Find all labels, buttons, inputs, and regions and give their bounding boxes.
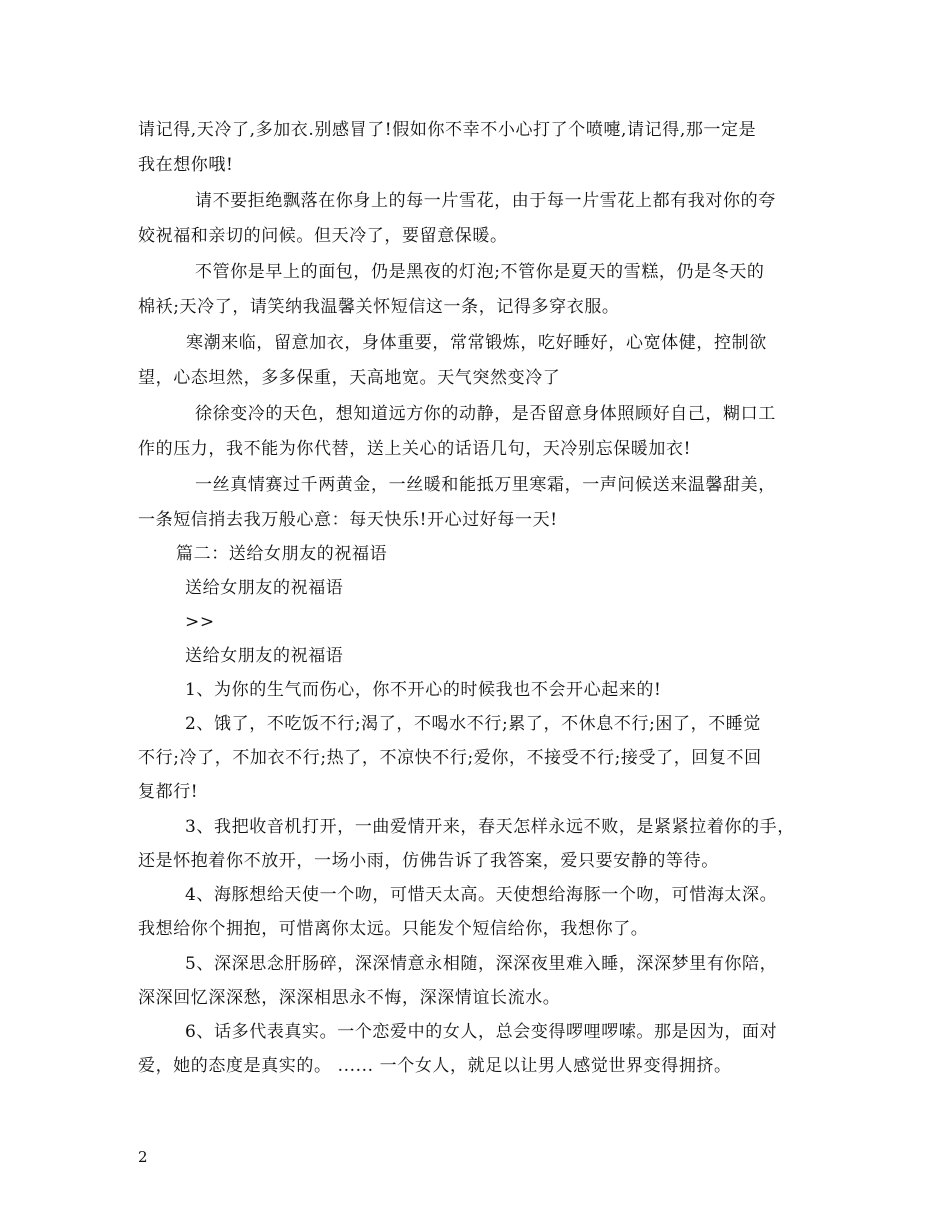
text-line: 请记得,天冷了,多加衣.别感冒了!假如你不幸不小心打了个喷嚏,请记得,那一定是 (138, 120, 757, 140)
text-line: 6、话多代表真实。一个恋爱中的女人，总会变得啰哩啰嗦。那是因为，面对 (185, 1022, 778, 1042)
text-line: 作的压力，我不能为你代替，送上关心的话语几句，天冷别忘保暖加衣! (138, 439, 692, 459)
text-line: 5、深深思念肝肠碎，深深情意永相随，深深夜里难入睡，深深梦里有你陪， (185, 954, 778, 974)
text-line: 请不要拒绝飘落在你身上的每一片雪花，由于每一片雪花上都有我对你的夸 (195, 191, 776, 211)
text-line: 不管你是早上的面包，仍是黑夜的灯泡;不管你是夏天的雪糕，仍是冬天的 (195, 262, 765, 282)
text-line: 深深回忆深深愁，深深相思永不悔，深深情谊长流水。 (138, 988, 561, 1008)
text-line: 1、为你的生气而伤心，你不开心的时候我也不会开心起来的! (185, 680, 662, 700)
text-line: 望，心态坦然，多多保重，天高地宽。天气突然变冷了 (138, 368, 561, 388)
text-line: 寒潮来临，留意加衣，身体重要，常常锻炼，吃好睡好，心宽体健，控制欲 (186, 333, 767, 353)
section-heading: 篇二：送给女朋友的祝福语 (176, 544, 388, 564)
text-line: 还是怀抱着你不放开，一场小雨，仿佛告诉了我答案，爱只要安静的等待。 (138, 851, 719, 871)
text-line: 3、我把收音机打开，一曲爱情开来，春天怎样永远不败，是紧紧拉着你的手， (185, 817, 795, 837)
text-line: 一条短信捎去我万般心意：每天快乐!开心过好每一天! (138, 510, 558, 530)
text-line: 不行;冷了，不加衣不行;热了，不凉快不行;爱你，不接受不行;接受了，回复不回 (138, 748, 762, 768)
text-line: >> (185, 612, 215, 632)
text-line: 送给女朋友的祝福语 (185, 578, 344, 598)
text-line: 送给女朋友的祝福语 (185, 646, 344, 666)
text-line: 4、海豚想给天使一个吻，可惜天太高。天使想给海豚一个吻，可惜海太深。 (185, 885, 778, 905)
page-number: 2 (138, 1148, 148, 1166)
text-line: 2、饿了，不吃饭不行;渴了，不喝水不行;累了，不休息不行;困了，不睡觉 (185, 714, 761, 734)
text-line: 我在想你哦! (138, 155, 234, 175)
text-line: 棉袄;天冷了，请笑纳我温馨关怀短信这一条，记得多穿衣服。 (138, 297, 620, 317)
text-line: 爱，她的态度是真实的。 ...... 一个女人，就足以让男人感觉世界变得拥挤。 (138, 1056, 732, 1076)
text-line: 复都行! (138, 782, 199, 802)
text-line: 徐徐变冷的天色，想知道远方你的动静，是否留意身体照顾好自己，糊口工 (195, 404, 776, 424)
text-line: 姣祝福和亲切的问候。但天冷了，要留意保暖。 (138, 226, 508, 246)
text-line: 我想给你个拥抱，可惜离你太远。只能发个短信给你，我想你了。 (138, 919, 649, 939)
text-line: 一丝真情赛过千两黄金，一丝暖和能抵万里寒霜，一声问候送来温馨甜美， (195, 475, 776, 495)
